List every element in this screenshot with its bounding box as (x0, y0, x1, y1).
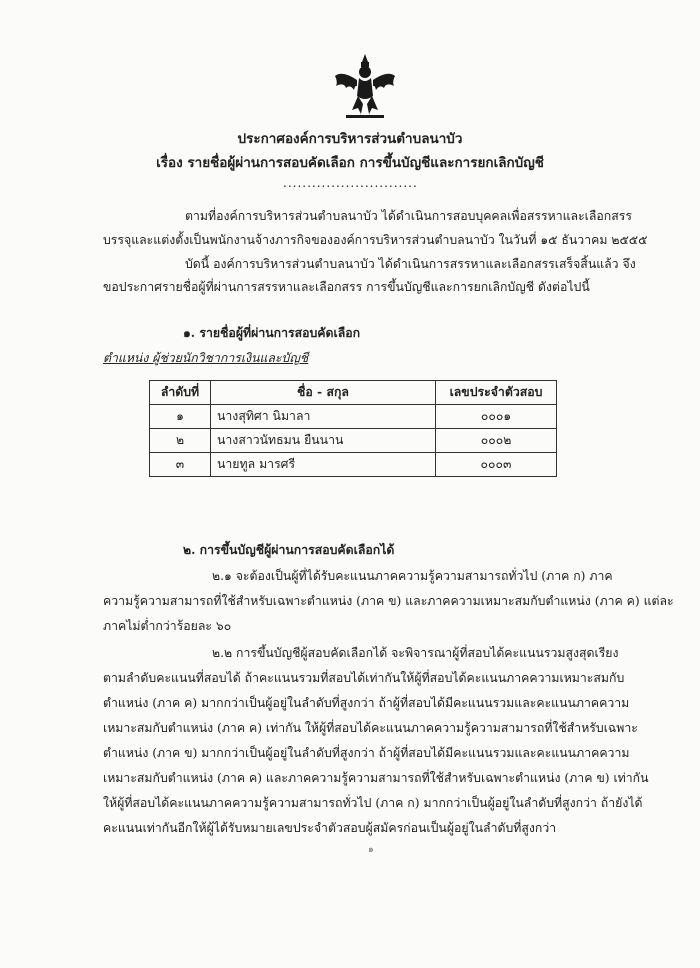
section-2-line: เหมาะสมกับตำแหน่ง (ภาค ค) และภาคความรู้ความสามารถที่ใช้สำหรับเฉพาะตำแหน่ง (ภาค ข) เท่ากัน (103, 771, 649, 785)
intro-line-3: บัดนี้ องค์การบริหารส่วนตำบลนาบัว ได้ดำเนินการสรรหาและเลือกสรรเสร็จสิ้นแล้ว จึง (185, 257, 636, 271)
header-name: ชื่อ - สกุล (211, 381, 436, 405)
garuda-emblem-icon (332, 52, 398, 122)
row-name: นางสาวนัทธมน ยืนนาน (211, 429, 436, 453)
header-exam-id: เลขประจำตัวสอบ (436, 381, 557, 405)
intro-line-4: ขอประกาศรายชื่อผู้ที่ผ่านการสรรหาและเลือกสรร การขึ้นบัญชีและการยกเลิกบัญชี ดังต่อไปนี้ (103, 280, 590, 294)
section-2-line: ๒.๒ การขึ้นบัญชีผู้สอบคัดเลือกได้ จะพิจารณาผู้ที่สอบได้คะแนนรวมสูงสุดเรียง (212, 646, 619, 660)
table-row (150, 429, 557, 453)
row-exam-id: ๐๐๐๑ (436, 405, 557, 429)
section-1-heading: ๑. รายชื่อผู้ที่ผ่านการสอบคัดเลือก (183, 325, 361, 340)
row-order: ๑ (150, 405, 211, 429)
candidates-table (149, 380, 557, 477)
section-2-line: ตามลำดับคะแนนที่สอบได้ ถ้าคะแนนรวมที่สอบได้เท่ากันให้ผู้ที่สอบได้คะแนนภาคความเหมาะสมกับ (103, 671, 625, 685)
announcement-subject: เรื่อง รายชื่อผู้ผ่านการสอบคัดเลือก การขึ้นบัญชีและการยกเลิกบัญชี (156, 155, 544, 171)
table-row (150, 453, 557, 477)
row-order: ๒ (150, 429, 211, 453)
row-name: นางสุทิศา นิมาลา (211, 405, 436, 429)
row-exam-id: ๐๐๐๒ (436, 429, 557, 453)
section-2-heading: ๒. การขึ้นบัญชีผู้ผ่านการสอบคัดเลือกได้ (183, 542, 395, 557)
section-2-line: ตำแหน่ง (ภาค ข) มากกว่าเป็นผู้อยู่ในลำดับที่สูงกว่า ถ้าผู้ที่สอบได้มีคะแนนรวมและคะแนนภาคความ (103, 746, 630, 760)
table-row (150, 405, 557, 429)
page-mark: ๑ (368, 845, 374, 855)
section-2-line: ภาคไม่ต่ำกว่าร้อยละ ๖๐ (103, 619, 232, 633)
title-separator: ............................ (283, 176, 418, 190)
header-order: ลำดับที่ (150, 381, 211, 405)
position-title: ตำแหน่ง ผู้ช่วยนักวิชาการเงินและบัญชี (103, 351, 309, 365)
row-exam-id: ๐๐๐๓ (436, 453, 557, 477)
section-2-line: คะแนนเท่ากันอีกให้ผู้ได้รับหมายเลขประจำตัวสอบผู้สมัครก่อนเป็นผู้อยู่ในลำดับที่สูงกว่า (103, 821, 557, 835)
announcement-title: ประกาศองค์การบริหารส่วนตำบลนาบัว (237, 131, 463, 147)
section-2-line: ตำแหน่ง (ภาค ค) มากกว่าเป็นผู้อยู่ในลำดับที่สูงกว่า ถ้าผู้ที่สอบได้มีคะแนนรวมและคะแนนภาคความ (103, 696, 630, 710)
section-2-line: เหมาะสมกับตำแหน่ง (ภาค ค) เท่ากัน ให้ผู้ที่สอบได้คะแนนภาคความรู้ความสามารถที่ใช้สำหรับเฉพาะ (103, 721, 638, 735)
section-2-line: ให้ผู้ที่สอบได้คะแนนภาคความรู้ความสามารถทั่วไป (ภาค ก) มากกว่าเป็นผู้อยู่ในลำดับที่สูงกว่า ถ้ายังได้ (103, 796, 643, 810)
section-2-line: ความรู้ความสามารถที่ใช้สำหรับเฉพาะตำแหน่ง (ภาค ข) และภาคความเหมาะสมกับตำแหน่ง (ภาค ค) แต่ละ (103, 594, 674, 608)
row-name: นายทูล มารศรี (211, 453, 436, 477)
intro-line-1: ตามที่องค์การบริหารส่วนตำบลนาบัว ได้ดำเนินการสอบบุคคลเพื่อสรรหาและเลือกสรร (185, 209, 632, 223)
section-2-line: ๒.๑ จะต้องเป็นผู้ที่ได้รับคะแนนภาคความรู้ความสามารถทั่วไป (ภาค ก) ภาค (212, 569, 613, 583)
table-header-row (150, 381, 557, 405)
intro-line-2: บรรจุและแต่งตั้งเป็นพนักงานจ้างภารกิจขององค์การบริหารส่วนตำบลนาบัว ในวันที่ ๑๕ ธันวาคม ๒๕๕๕ (103, 233, 648, 247)
row-order: ๓ (150, 453, 211, 477)
